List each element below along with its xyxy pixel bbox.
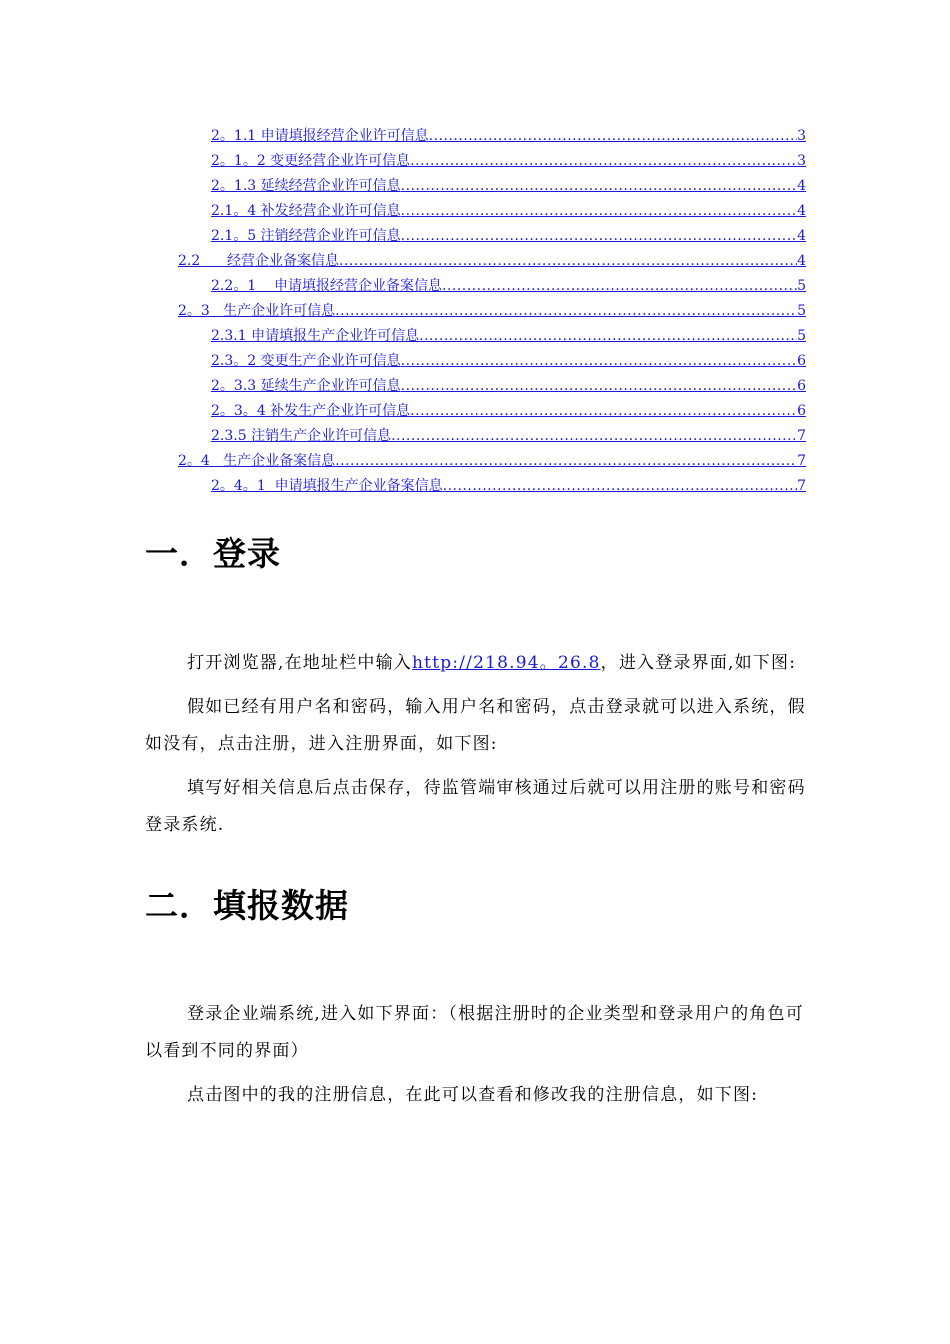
toc-entry-title: 2。3 生产企业许可信息 <box>178 303 336 319</box>
toc-entry-page: 5 <box>797 278 806 294</box>
section-heading-fill-data: 二．填报数据 <box>145 886 349 925</box>
toc-entry[interactable] <box>211 176 806 196</box>
paragraph-open-browser <box>145 645 807 682</box>
paragraph-text: 打开浏览器,在地址栏中输入 <box>187 653 413 673</box>
toc-entry[interactable] <box>211 401 806 421</box>
toc-entry-title: 2.1。5 注销经营企业许可信息 <box>211 228 401 244</box>
toc-entry-page: 6 <box>797 403 806 419</box>
toc-entry[interactable] <box>211 276 806 296</box>
toc-entry-page: 5 <box>797 328 806 344</box>
toc-entry-title: 2。1。2 变更经营企业许可信息 <box>211 153 411 169</box>
toc-entry-page: 4 <box>797 228 806 244</box>
toc-entry-page: 5 <box>797 303 806 319</box>
section-heading-login: 一．登录 <box>145 534 281 573</box>
toc-leader-dots <box>419 326 797 346</box>
toc-entry-page: 6 <box>797 378 806 394</box>
toc-entry[interactable] <box>211 376 806 396</box>
toc-entry-page: 7 <box>797 428 806 444</box>
paragraph-register-save <box>145 770 807 844</box>
toc-leader-dots <box>335 301 797 321</box>
toc-entry-title: 2。3.3 延续生产企业许可信息 <box>211 378 401 394</box>
toc-entry[interactable] <box>211 351 806 371</box>
toc-entry[interactable] <box>211 326 806 346</box>
toc-entry-title: 2.2 经营企业备案信息 <box>178 253 339 269</box>
toc-entry-title: 2.2。1 申请填报经营企业备案信息 <box>211 278 442 294</box>
login-url-link[interactable]: http://218.94。26.8 <box>412 653 601 673</box>
toc-entry-title: 2。4 生产企业备案信息 <box>178 453 336 469</box>
toc-leader-dots <box>401 201 797 221</box>
toc-entry[interactable] <box>211 226 806 246</box>
toc-entry-page: 4 <box>797 178 806 194</box>
toc-entry[interactable] <box>211 426 806 446</box>
toc-leader-dots <box>401 351 797 371</box>
toc-entry-title: 2.3.5 注销生产企业许可信息 <box>211 428 392 444</box>
toc-leader-dots <box>442 276 797 296</box>
toc-leader-dots <box>401 376 797 396</box>
toc-entry-page: 4 <box>797 203 806 219</box>
toc-leader-dots <box>391 426 797 446</box>
paragraph-enterprise-login <box>145 996 807 1070</box>
toc-entry-title: 2。4。1 申请填报生产企业备案信息 <box>211 478 443 494</box>
toc-leader-dots <box>339 251 797 271</box>
toc-entry-title: 2.3。2 变更生产企业许可信息 <box>211 353 401 369</box>
toc-leader-dots <box>429 126 797 146</box>
toc-entry-page: 4 <box>797 253 806 269</box>
toc-entry-title: 2.3.1 申请填报生产企业许可信息 <box>211 328 420 344</box>
toc-leader-dots <box>410 151 797 171</box>
toc-entry-page: 7 <box>797 453 806 469</box>
toc-entry[interactable] <box>211 476 806 496</box>
toc-entry-page: 3 <box>797 153 806 169</box>
toc-entry[interactable] <box>211 201 806 221</box>
toc-entry-title: 2.1。4 补发经营企业许可信息 <box>211 203 401 219</box>
toc-leader-dots <box>410 401 797 421</box>
toc-leader-dots <box>401 226 797 246</box>
toc-leader-dots <box>443 476 797 496</box>
paragraph-text: 假如已经有用户名和密码，输入用户名和密码，点击登录就可以进入系统，假如没有，点击注册，进入注册界面，如下图: <box>145 697 806 754</box>
paragraph-text: 点击图中的我的注册信息，在此可以查看和修改我的注册信息，如下图: <box>187 1085 759 1105</box>
toc-entry[interactable] <box>178 451 806 471</box>
toc-entry[interactable] <box>211 151 806 171</box>
toc-entry-page: 7 <box>797 478 806 494</box>
paragraph-registration-info <box>145 1077 807 1114</box>
toc-entry-title: 2。3。4 补发生产企业许可信息 <box>211 403 411 419</box>
paragraph-login-instructions <box>145 689 807 763</box>
toc-leader-dots <box>335 451 797 471</box>
paragraph-text: 填写好相关信息后点击保存，待监管端审核通过后就可以用注册的账号和密码登录系统. <box>145 778 806 835</box>
toc-entry-page: 3 <box>797 128 806 144</box>
toc-entry[interactable] <box>178 301 806 321</box>
toc-entry[interactable] <box>211 126 806 146</box>
toc-leader-dots <box>401 176 797 196</box>
toc-entry[interactable] <box>178 251 806 271</box>
toc-entry-title: 2。1.3 延续经营企业许可信息 <box>211 178 401 194</box>
toc-entry-page: 6 <box>797 353 806 369</box>
paragraph-text: ，进入登录界面,如下图: <box>600 653 797 673</box>
paragraph-text: 登录企业端系统,进入如下界面：（根据注册时的企业类型和登录用户的角色可以看到不同的界面） <box>145 1004 804 1061</box>
toc-entry-title: 2。1.1 申请填报经营企业许可信息 <box>211 128 429 144</box>
